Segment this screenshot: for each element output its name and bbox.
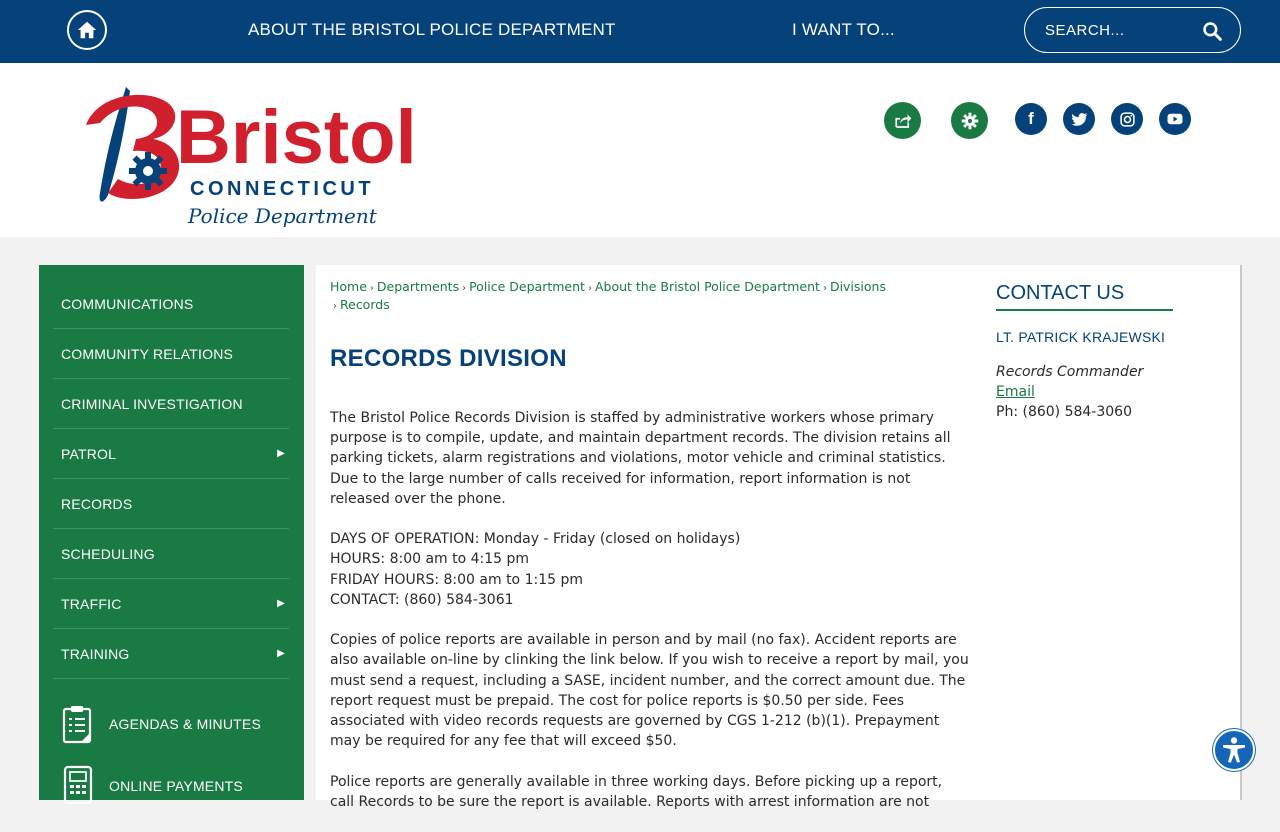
logo-department: Police Department (188, 204, 377, 228)
sidebar-navigation (39, 265, 304, 800)
main-content (316, 265, 1242, 810)
days-of-operation: DAYS OF OPERATION: Monday - Friday (closed on holidays) (330, 531, 741, 548)
breadcrumb-separator: › (822, 283, 827, 294)
nav-i-want-to[interactable]: I WANT TO... (792, 20, 895, 39)
clipboard-icon (61, 705, 95, 745)
contact-name[interactable]: LT. PATRICK KRAJEWSKI (996, 329, 1166, 345)
contact-email-link[interactable]: Email (996, 384, 1035, 400)
contact-phone: Ph: (860) 584-3060 (996, 404, 1132, 420)
sidebar-item-communications[interactable] (53, 279, 289, 329)
youtube-link[interactable] (1159, 103, 1191, 135)
sidebar-item-patrol[interactable] (53, 429, 289, 479)
sidebar-item-label: SCHEDULING (61, 546, 155, 562)
breadcrumb-separator: › (462, 283, 467, 294)
twitter-icon (1071, 111, 1088, 128)
breadcrumb (330, 279, 890, 315)
nav-about-department[interactable]: ABOUT THE BRISTOL POLICE DEPARTMENT (248, 20, 616, 39)
breadcrumb-divisions[interactable]: Divisions (829, 279, 886, 294)
search-input[interactable] (1045, 20, 1205, 40)
hours-block (330, 529, 970, 610)
settings-button[interactable] (951, 102, 988, 139)
contact-role: Records Commander (996, 364, 1144, 380)
submenu-arrow-icon[interactable]: ▶ (277, 448, 285, 459)
logo-state: CONNECTICUT (190, 178, 375, 200)
breadcrumb-separator: › (333, 301, 337, 312)
sidebar-item-scheduling[interactable] (53, 529, 289, 579)
friday-hours: FRIDAY HOURS: 8:00 am to 1:15 pm (330, 571, 583, 588)
sidebar-item-label: TRAINING (61, 646, 130, 662)
sidebar-item-label: COMMUNITY RELATIONS (61, 346, 234, 362)
sidebar-item-label: COMMUNICATIONS (61, 296, 194, 312)
top-navigation-bar (0, 0, 1280, 63)
breadcrumb-records[interactable]: Records (340, 297, 390, 312)
intro-paragraph: The Bristol Police Records Division is staffed by administrative workers whose primary purpose is to compile, update, and maintain department records. The division retains all parking tickets, alarm registrations and violations, motor vehicle and criminal statistics. Due to the large number of calls received for information, report information is not released over the phone. (330, 410, 951, 507)
share-button[interactable] (884, 102, 921, 139)
home-icon (76, 19, 98, 41)
page-title: RECORDS DIVISION (330, 345, 567, 372)
facebook-icon: f (1028, 109, 1034, 128)
breadcrumb-police-department[interactable]: Police Department (469, 279, 585, 294)
search-icon[interactable] (1202, 21, 1222, 41)
submenu-arrow-icon[interactable]: ▶ (277, 598, 285, 609)
youtube-icon (1166, 110, 1184, 128)
hours: HOURS: 8:00 am to 4:15 pm (330, 551, 530, 568)
quick-link-label: AGENDAS & MINUTES (109, 716, 261, 732)
quick-link-label: ONLINE PAYMENTS (109, 778, 243, 794)
contact-number: CONTACT: (860) 584-3061 (330, 591, 514, 608)
facebook-link[interactable] (1015, 103, 1047, 135)
sidebar-item-label: RECORDS (61, 496, 133, 512)
contact-us-heading: CONTACT US (996, 282, 1173, 311)
sidebar-item-community-relations[interactable] (53, 329, 289, 379)
sidebar-item-training[interactable] (53, 629, 289, 679)
quick-link-agendas-minutes[interactable] (61, 705, 291, 745)
site-header (0, 63, 1280, 237)
breadcrumb-separator: › (587, 283, 592, 294)
instagram-icon (1119, 111, 1136, 128)
bristol-police-logo[interactable] (78, 83, 417, 233)
sidebar-item-criminal-investigation[interactable] (53, 379, 289, 429)
accessibility-button[interactable] (1213, 729, 1255, 771)
breadcrumb-about[interactable]: About the Bristol Police Department (594, 279, 820, 294)
sidebar-item-label: TRAFFIC (61, 596, 122, 612)
sidebar-item-traffic[interactable] (53, 579, 289, 629)
sidebar-item-label: PATROL (61, 446, 117, 462)
accessibility-icon (1219, 735, 1249, 765)
breadcrumb-home[interactable]: Home (330, 279, 367, 294)
quick-link-online-payments[interactable] (61, 765, 291, 805)
twitter-link[interactable] (1063, 103, 1095, 135)
breadcrumb-separator: › (369, 283, 374, 294)
search-box (1024, 7, 1241, 53)
submenu-arrow-icon[interactable]: ▶ (277, 648, 285, 659)
availability-paragraph: Police reports are generally available in three working days. Before picking up a report, call Records to be sure the report is available. Reports with arrest information are not (330, 773, 943, 810)
instagram-link[interactable] (1111, 103, 1143, 135)
payment-terminal-icon (61, 765, 95, 805)
sidebar-item-label: CRIMINAL INVESTIGATION (61, 396, 243, 412)
logo-wordmark: Bristol (176, 95, 417, 180)
share-icon (894, 112, 912, 130)
reports-paragraph: Copies of police reports are available in person and by mail (no fax). Accident reports are also available on-line by clinking the link below. If you wish to receive a report by mail, you must send a request, including a SASE, incident number, and the correct amount due. The report request must be prepaid. The cost for police reports is $0.50 per side. Fees associated with video records requests are governed by CGS 1-212 (b)(1). Prepayment may be required for any fee that will exceed $50. (330, 632, 969, 750)
page-body (330, 408, 970, 832)
sidebar-item-records[interactable] (53, 479, 289, 529)
home-button[interactable] (67, 10, 107, 50)
gear-icon (961, 112, 979, 130)
breadcrumb-departments[interactable]: Departments (376, 279, 460, 294)
